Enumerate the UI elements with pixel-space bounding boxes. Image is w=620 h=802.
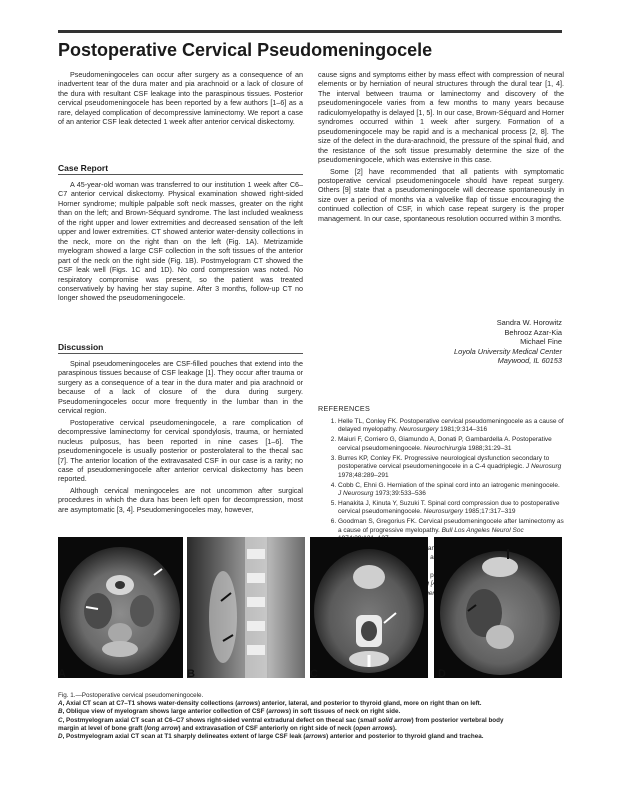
figure-panel-b	[187, 537, 305, 678]
figure-panel-d	[434, 537, 562, 678]
discussion-heading: Discussion	[58, 342, 104, 352]
figure-panel-c	[310, 537, 428, 678]
discussion-body	[58, 359, 303, 516]
author-2: Behrooz Azar-Kia	[504, 327, 562, 337]
case-report-text: A 45-year-old woman was transferred to our institution 1 week after C6–C7 anterior cervical diskectomy. Physical examination showed right-sided Horner syndrome; multiple palpable soft neck masses, greater on the right than on the left; and Brown-Séquard syndrome. The last included weakness of the right upper and lower extremities and decreased sensation of the left upper and lower extremities. CT showed anterior water-density collections in the neck, more on the right than on the left (Fig. 1A). Metrizamide myelogram showed a large CSF collection in the soft tissues of the anterior part of the neck on the right side (Fig. 1B). Postmyelogram CT showed the CSF leak well (Figs. 1C and 1D). No cord compression was noted. No respiratory compromise was present, so the patient was treated conservatively by having her stay supine. After 3 months, follow-up CT no longer showed the pseudomeningocele.	[58, 180, 303, 303]
panel-label-c: C	[310, 668, 318, 680]
panel-label-a: A	[58, 668, 66, 680]
top-rule	[58, 30, 562, 33]
case-report-rule	[58, 174, 303, 175]
reference-item: 6. Goodman S, Gregorius FK. Cervical pseudomeningocele after laminectomy as a cause of progressive myelopathy. Bull Los Angeles Neurol Soc	[338, 518, 564, 543]
reference-item: 5. Hanakita J, Kinuta Y, Suzuki T. Spinal cord compression due to postoperative cervical pseudomeningocele. Neurosurgery 1985;17:317–319	[338, 500, 564, 517]
reference-item: 4. Cobb C, Ehni G. Herniation of the spinal cord into an iatrogenic meningocele. J Neurosurg 1973;39:533–536	[338, 482, 564, 499]
caption-title: Fig. 1.—Postoperative cervical pseudomeningocele.	[58, 692, 204, 699]
author-1: Sandra W. Horowitz	[496, 318, 562, 327]
author-signature	[318, 318, 562, 366]
panel-label-b: B	[187, 668, 195, 680]
right-para-2: Some [2] have recommended that all patients with symptomatic postoperative cervical pseudomeningocele should have repeat surgery. Others [9] state that a pseudomeningocele will decrease spontaneously in size over a period of months via a valvelike flap of tissue encouraging the continued collection of CSF, in which case repeat surgery is the proper management. In our case, spontaneous resolution occurred within 3 months.	[318, 166, 564, 223]
reference-item: 1. Helle TL, Conley FK. Postoperative cervical pseudomeningocele as a cause of delayed myelopathy. Neurosurgery 1981;9:314–316	[338, 418, 564, 435]
author-3: Michael Fine	[520, 337, 562, 347]
caption-line-c1: C, Postmyelogram axial CT scan at C6–C7 shows right-sided ventral extradural defect on thecal sac (small solid arrow) from posterior vertebral body	[58, 716, 504, 724]
discussion-para-3: Although cervical meningoceles are not uncommon after surgical procedures in which the dura has been left open for decompression, most are asymptomatic [3, 4]. Pseudomeningoceles may, however,	[58, 485, 303, 514]
panel-label-d: D	[438, 668, 446, 680]
reference-item: 2. Maiuri F, Corriero G, Giamundo A, Donati P, Gambardella A. Postoperative cervical pseudomeningocele. Neurochirurgia 1988;31:29–31	[338, 436, 564, 453]
caption-line-d: D, Postmyelogram axial CT scan at T1 sharply delineates extent of large CSF leak (arrows) anterior and posterior to thyroid gland and trachea.	[58, 733, 484, 741]
right-column-body	[318, 70, 564, 225]
caption-line-a: A, Axial CT scan at C7–T1 shows water-density collections (arrows) anterior, lateral, and posterior to thyroid gland, more on right than on left.	[58, 700, 482, 708]
right-para-1: cause signs and symptoms either by mass effect with compression of neural elements or by herniation of neural structures through the dural tear [1, 4]. The interval between trauma or laminectomy and discovery of the pseudomeningocele varies from a few months to many years because radiculomyelopathy is delayed [1, 5]. In our case, Brown-Séquard and Horner syndromes occurred within 1 week after surgery. Formation of a pseudomeningocele may be rapid and is a mechanical process [2, 8]. The size of the defect in the dura-arachnoid, the pressure of the spinal fluid, and the resistance of the soft tissue presumably determine the size of the pseudomeningocele, which was extensive in this case.	[318, 70, 564, 165]
caption-line-c2: margin at level of bone graft (long arrow) and extravasation of CSF anteriorly on right side of neck (open arrows).	[58, 724, 397, 732]
figure-caption	[58, 692, 563, 741]
reference-item: 3. Burres KP, Conley FK. Progressive neurological dysfunction secondary to postoperative cervical pseudomeningocele in a C-4 quadriplegic. J Neurosurg 1978;48:289–291	[338, 455, 564, 480]
intro-paragraph	[58, 70, 303, 129]
case-report-heading: Case Report	[58, 163, 109, 173]
discussion-para-1: Spinal pseudomeningoceles are CSF-filled pouches that extend into the paraspinous tissues because of CSF leakage [1]. They occur after trauma or surgery as a consequence of a tear in the dura mater and pia arachnoid or because of a lack of closure of the dura during surgery. Pseudomeningoceles occur more frequently in the lumbar than in the cervical region.	[58, 359, 303, 416]
discussion-para-2: Postoperative cervical pseudomeningocele, a rare complication of decompressive laminectomy for cervical spondylosis, trauma, or herniated nucleus pulposus, has been reported in nine cases [1–6]. The pseudomeningocele is usually posterior or posterolateral to the thecal sac [7]. The anterior location of the extravasated CSF in our case is a rarity; no case of pseudomeningocele after anterior cervical diskectomy has been reported.	[58, 417, 303, 484]
caption-line-b: B, Oblique view of myelogram shows large anterior collection of CSF (arrows) in soft tissues of neck on right side.	[58, 708, 401, 716]
location: Maywood, IL 60153	[497, 356, 562, 366]
case-report-body	[58, 180, 303, 305]
article-title: Postoperative Cervical Pseudomeningocele	[58, 40, 433, 60]
institution: Loyola University Medical Center	[453, 346, 562, 356]
references-heading: REFERENCES	[318, 404, 371, 413]
discussion-rule	[58, 353, 303, 354]
intro-text: Pseudomeningoceles can occur after surgery as a consequence of an inadvertent tear of the dura mater and pia arachnoid or a lack of closure of the dura with resultant CSF leakage into the paraspinous tissues. Posterior cervical pseudomeningocele has been reported by a few authors [1–6] as a rare, delayed complication of decompressive laminectomy. We report a case of an anterior CSF leak detected 1 week after anterior cervical diskectomy.	[58, 70, 303, 127]
figure-panel-a	[58, 537, 183, 678]
